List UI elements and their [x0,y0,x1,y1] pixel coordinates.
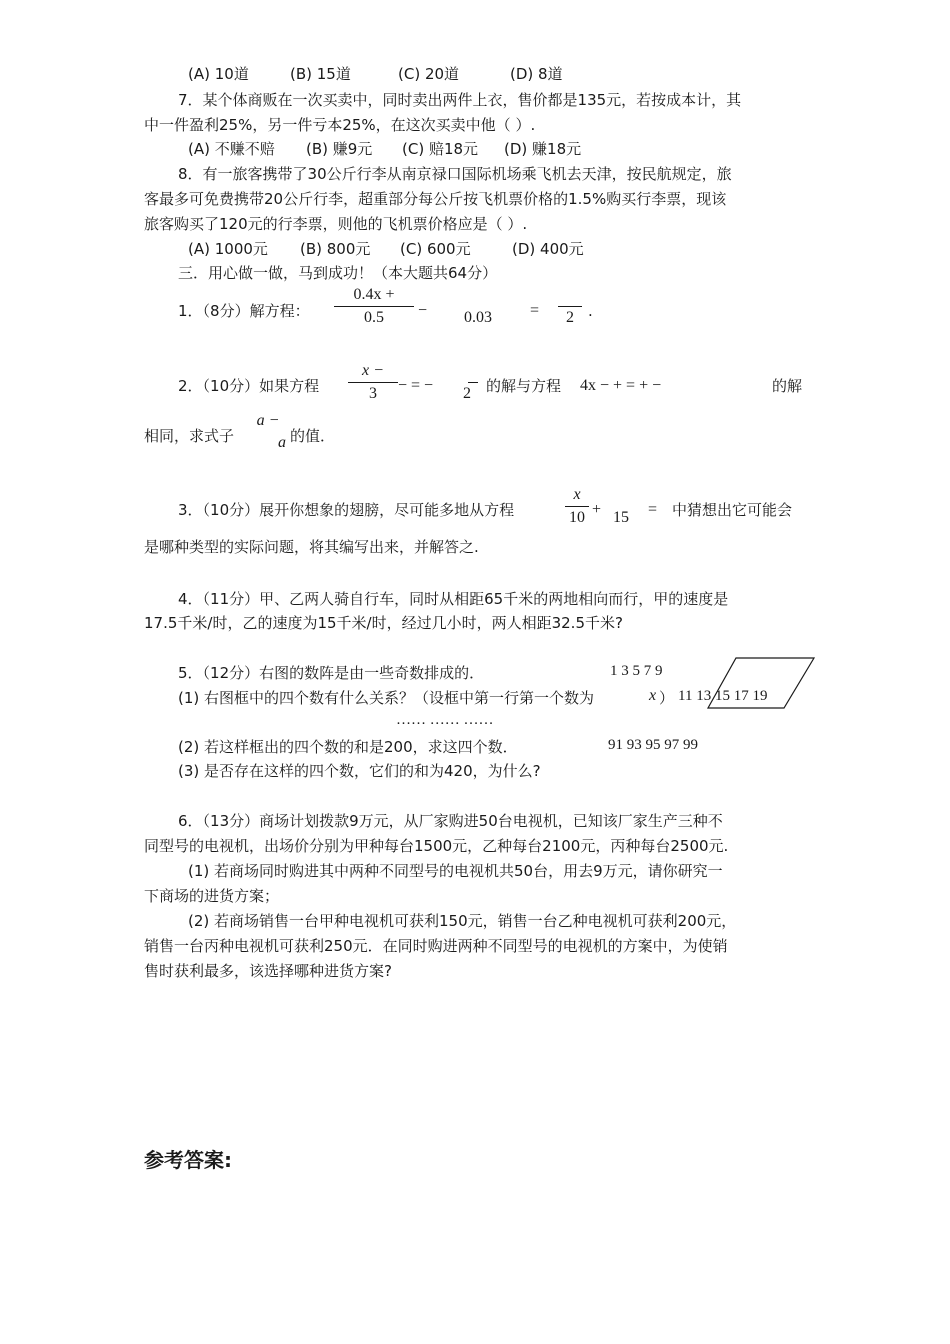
p5-sub3: (3) 是否存在这样的四个数，它们的和为420，为什么? [178,762,541,780]
p2-frac1-denominator: 3 [369,385,377,402]
section3-title: 三．用心做一做，马到成功！（本大题共64分） [178,264,498,282]
p1-frac1-denominator: 0.5 [364,309,384,326]
q7-option-c: (C) 赔18元 [402,140,479,158]
q8-option-c: (C) 600元 [400,240,471,258]
p1-frac1-bar [334,306,414,307]
q8-option-d: (D) 400元 [512,240,584,258]
grid-row-2: 11 13 15 17 19 [678,688,768,704]
grid-row-1: 1 3 5 7 9 [610,663,663,679]
q8-line1: 8．有一旅客携带了30公斤行李从南京禄口国际机场乘飞机去天津，按民航规定，旅 [178,165,732,183]
grid-dots: …… …… …… [396,712,494,728]
p3-line2: 是哪种类型的实际问题，将其编写出来，并解答之. [144,538,479,556]
p2-frac2-bar [468,382,478,383]
q7-line2: 中一件盈利25%，另一件亏本25%，在这次买卖中他（ ）. [144,116,536,134]
p4-line2: 17.5千米/时，乙的速度为15千米/时，经过几小时，两人相距32.5千米? [144,614,623,632]
p1-prefix: 1．（8分）解方程： [178,302,310,320]
p2-mid-text: 的解与方程 [486,377,562,395]
p2-second-equation: 4x − + = + − [580,377,662,394]
p1-minus: − [418,302,428,319]
p2-prefix: 2．（10分）如果方程 [178,377,320,395]
p2-expression-denominator: a [278,434,286,451]
p5-sub1-end: ） [659,689,675,707]
p6-line1: 6．（13分）商场计划拨款9万元，从厂家购进50台电视机，已知该厂家生产三种不 [178,812,723,830]
p3-equals: = [648,501,658,518]
q6-option-b: (B) 15道 [290,65,351,83]
grid-selection-frame [706,654,818,712]
p1-frac2-denominator: 0.03 [464,309,492,326]
p1-frac3-numerator [558,286,582,304]
p3-frac2-numerator [608,486,634,504]
p2-line2-prefix: 相同，求式子 [144,427,235,445]
p2-frac2-denominator: 2 [463,385,471,402]
p1-frac2-numerator [455,286,501,304]
q7-option-d: (D) 赚18元 [504,140,582,158]
p1-frac3-denominator: 2 [566,309,574,326]
p3-fraction-1 [565,486,589,527]
p5-line1: 5．（12分）右图的数阵是由一些奇数排成的． [178,664,485,682]
p1-fraction-1 [334,286,414,327]
p4-line1: 4．（11分）甲、乙两人骑自行车，同时从相距65千米的两地相向而行，甲的速度是 [178,590,729,608]
p2-suffix: 的解 [772,377,803,395]
q7-option-a: (A) 不赚不赔 [188,140,275,158]
grid-row-3: 91 93 95 97 99 [608,737,698,753]
q8-option-b: (B) 800元 [300,240,371,258]
p2-frac2-numerator [456,362,478,380]
q7-option-b: (B) 赚9元 [306,140,373,158]
p3-frac1-numerator: x [573,486,581,503]
q7-line1: 7．某个体商贩在一次买卖中，同时卖出两件上衣，售价都是135元，若按成本计，其 [178,91,742,109]
p3-fraction-2 [608,486,634,527]
p1-fraction-3 [558,286,582,327]
p3-plus: + [592,501,602,518]
q8-line3: 旅客购买了120元的行李票，则他的飞机票价格应是（ ）. [144,215,528,233]
p5-sub1: (1) 右图框中的四个数有什么关系？（设框中第一行第一个数为 [178,689,595,707]
p6-line2: 同型号的电视机，出场价分别为甲种每台1500元，乙种每台2100元，丙种每台2500元. [144,837,729,855]
p2-mid-operators: − = − [398,377,434,394]
p2-expression [246,412,290,452]
p6-line5: (2) 若商场销售一台甲种电视机可获利150元，销售一台乙种电视机可获利200元， [188,912,737,930]
p5-sub1-variable: x [649,687,657,704]
p2-expression-main: a − [256,412,280,429]
p3-frac1-bar [565,506,589,507]
p6-line4: 下商场的进货方案； [144,887,280,905]
p1-fraction-2 [455,286,501,327]
q6-option-d: (D) 8道 [510,65,563,83]
q8-line2: 客最多可免费携带20公斤行李，超重部分每公斤按飞机票价格的1.5%购买行李票，现该 [144,190,727,208]
grid-parallelogram [708,658,814,708]
p6-line3: (1) 若商场同时购进其中两种不同型号的电视机共50台，用去9万元，请你研究一 [188,862,723,880]
p1-frac1-numerator: 0.4x + [353,286,395,303]
p3-suffix: 中猜想出它可能会 [672,501,793,519]
p1-equals: = [530,302,540,319]
q6-option-c: (C) 20道 [398,65,460,83]
p6-line6: 销售一台丙种电视机可获利250元．在同时购进两种不同型号的电视机的方案中，为使销 [144,937,728,955]
p2-line2-suffix: 的值． [290,427,336,445]
p2-frac1-bar [348,382,398,383]
p6-line7: 售时获利最多，该选择哪种进货方案? [144,962,392,980]
p1-suffix: . [588,302,593,320]
answers-heading: 参考答案: [144,1148,232,1172]
p3-prefix: 3．（10分）展开你想象的翅膀，尽可能多地从方程 [178,501,515,519]
p2-fraction-2 [456,362,478,403]
p3-frac1-denominator: 10 [569,509,585,526]
p1-frac3-bar [558,306,582,307]
p5-sub2: (2) 若这样框出的四个数的和是200，求这四个数． [178,738,518,756]
q6-option-a: (A) 10道 [188,65,249,83]
p3-frac2-denominator: 15 [613,509,629,526]
p2-frac1-numerator: x − [362,362,384,379]
p2-fraction-1 [348,362,398,403]
q8-option-a: (A) 1000元 [188,240,268,258]
